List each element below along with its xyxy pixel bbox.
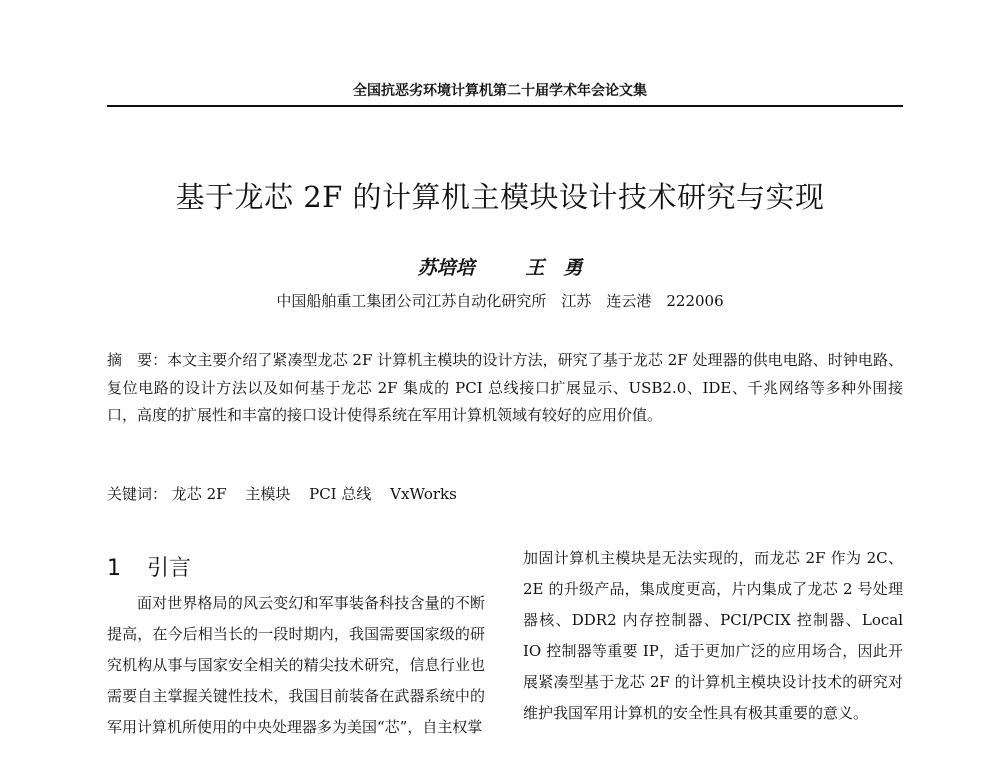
section-number: 1 [107, 556, 121, 581]
section-heading [107, 551, 191, 582]
body-text-left-column: 面对世界格局的风云变幻和军事装备科技含量的不断提高，在今后相当长的一段时期内，我国需要国家级的研究机构从事与国家安全相关的精尖技术研究，信息行业也需要自主掌握关键性技术，我国目前装备在武器系统中的军用计算机所使用的中央处理器多为美国“芯”，自主权掌 [107, 594, 485, 736]
body-text-right-column: 加固计算机主模块是无法实现的，而龙芯 2F 作为 2C、2E 的升级产品，集成度更高，片内集成了龙芯 2 号处理器核、DDR2 内存控制器、PCI/PCIX 控制器、Local IO 控制器等重要 IP，适于更加广泛的应用场合，因此开展紧凑型基于龙芯 2F 的计算机主模块设计技术的研究对维护我国军用计算机的安全性具有极其重要的意义。 [523, 549, 903, 722]
keyword: 龙芯 2F [171, 485, 227, 503]
author-list [0, 253, 1000, 280]
abstract [107, 347, 903, 430]
paper-title: 基于龙芯 2F 的计算机主模块设计技术研究与实现 [175, 180, 825, 214]
journal-header: 全国抗恶劣环境计算机第二十届学术年会论文集 [353, 83, 647, 99]
keywords [107, 481, 903, 507]
abstract-label: 摘 要： [107, 351, 168, 369]
abstract-text: 本文主要介绍了紧凑型龙芯 2F 计算机主模块的设计方法，研究了基于龙芯 2F 处理器的供电电路、时钟电路、复位电路的设计方法以及如何基于龙芯 2F 集成的 PCI 总线接口扩展显示、USB2.0、IDE、千兆网络等多种外围接口，高度的扩展性和丰富的接口设计使得系统在军用计算机领域有较好的应用价值。 [107, 351, 903, 424]
keyword: 主模块 [245, 485, 291, 503]
keyword: PCI 总线 [309, 485, 372, 503]
keywords-label: 关键词： [107, 485, 168, 503]
author-name: 苏培培 [417, 257, 475, 279]
keyword: VxWorks [390, 485, 457, 503]
affiliation: 中国船舶重工集团公司江苏自动化研究所 江苏 连云港 222006 [276, 292, 724, 310]
header-rule [107, 105, 903, 107]
author-name: 王 勇 [525, 257, 583, 279]
section-title: 引言 [147, 556, 192, 581]
